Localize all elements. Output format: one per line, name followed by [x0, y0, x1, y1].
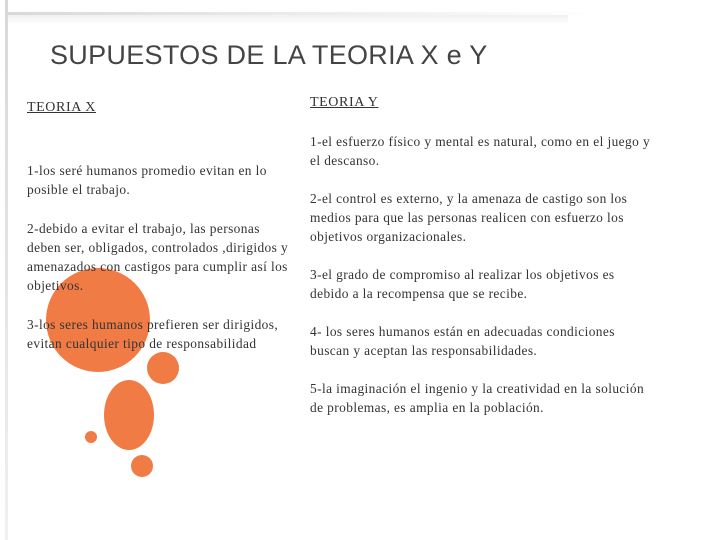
- decorative-circle-small-bottom: [131, 455, 153, 477]
- theory-y-item: 3-el grado de compromiso al realizar los objetivos es debido a la recompensa que se recibe.: [310, 267, 615, 301]
- slide-title: SUPUESTOS DE LA TEORIA X e Y: [50, 40, 488, 70]
- theory-y-item: 5-la imaginación el ingenio y la creatividad en la solución de problemas, es amplia en la población.: [310, 381, 645, 415]
- decorative-circle-tiny: [85, 431, 97, 443]
- theory-x-heading: TEORIA X: [27, 100, 96, 115]
- theory-y-item: 1-el esfuerzo físico y mental es natural, como en el juego y el descanso.: [310, 134, 651, 168]
- theory-x-item: 2-debido a evitar el trabajo, las personas deben ser, obligados, controlados ,dirigidos y amenazados con castigos para cumplir así los objetivos.: [27, 221, 289, 293]
- theory-y-item: 2-el control es externo, y la amenaza de castigo son los medios para que las personas realicen con esfuerzo los objetivos organizacionales.: [310, 191, 628, 244]
- slide-border-left: [5, 0, 8, 540]
- theory-y-heading: TEORIA Y: [310, 95, 379, 110]
- slide-top-shadow: [8, 15, 568, 25]
- theory-x-item: 3-los seres humanos prefieren ser dirigidos, evitan cualquier tipo de responsabilidad: [27, 317, 279, 351]
- decorative-circle-medium: [104, 380, 154, 450]
- theory-y-item: 4- los seres humanos están en adecuadas condiciones buscan y aceptan las responsabilidades.: [310, 324, 615, 358]
- theory-y-column: [310, 93, 655, 436]
- theory-x-column: [27, 98, 292, 373]
- theory-x-item: 1-los seré humanos promedio evitan en lo posible el trabajo.: [27, 163, 267, 197]
